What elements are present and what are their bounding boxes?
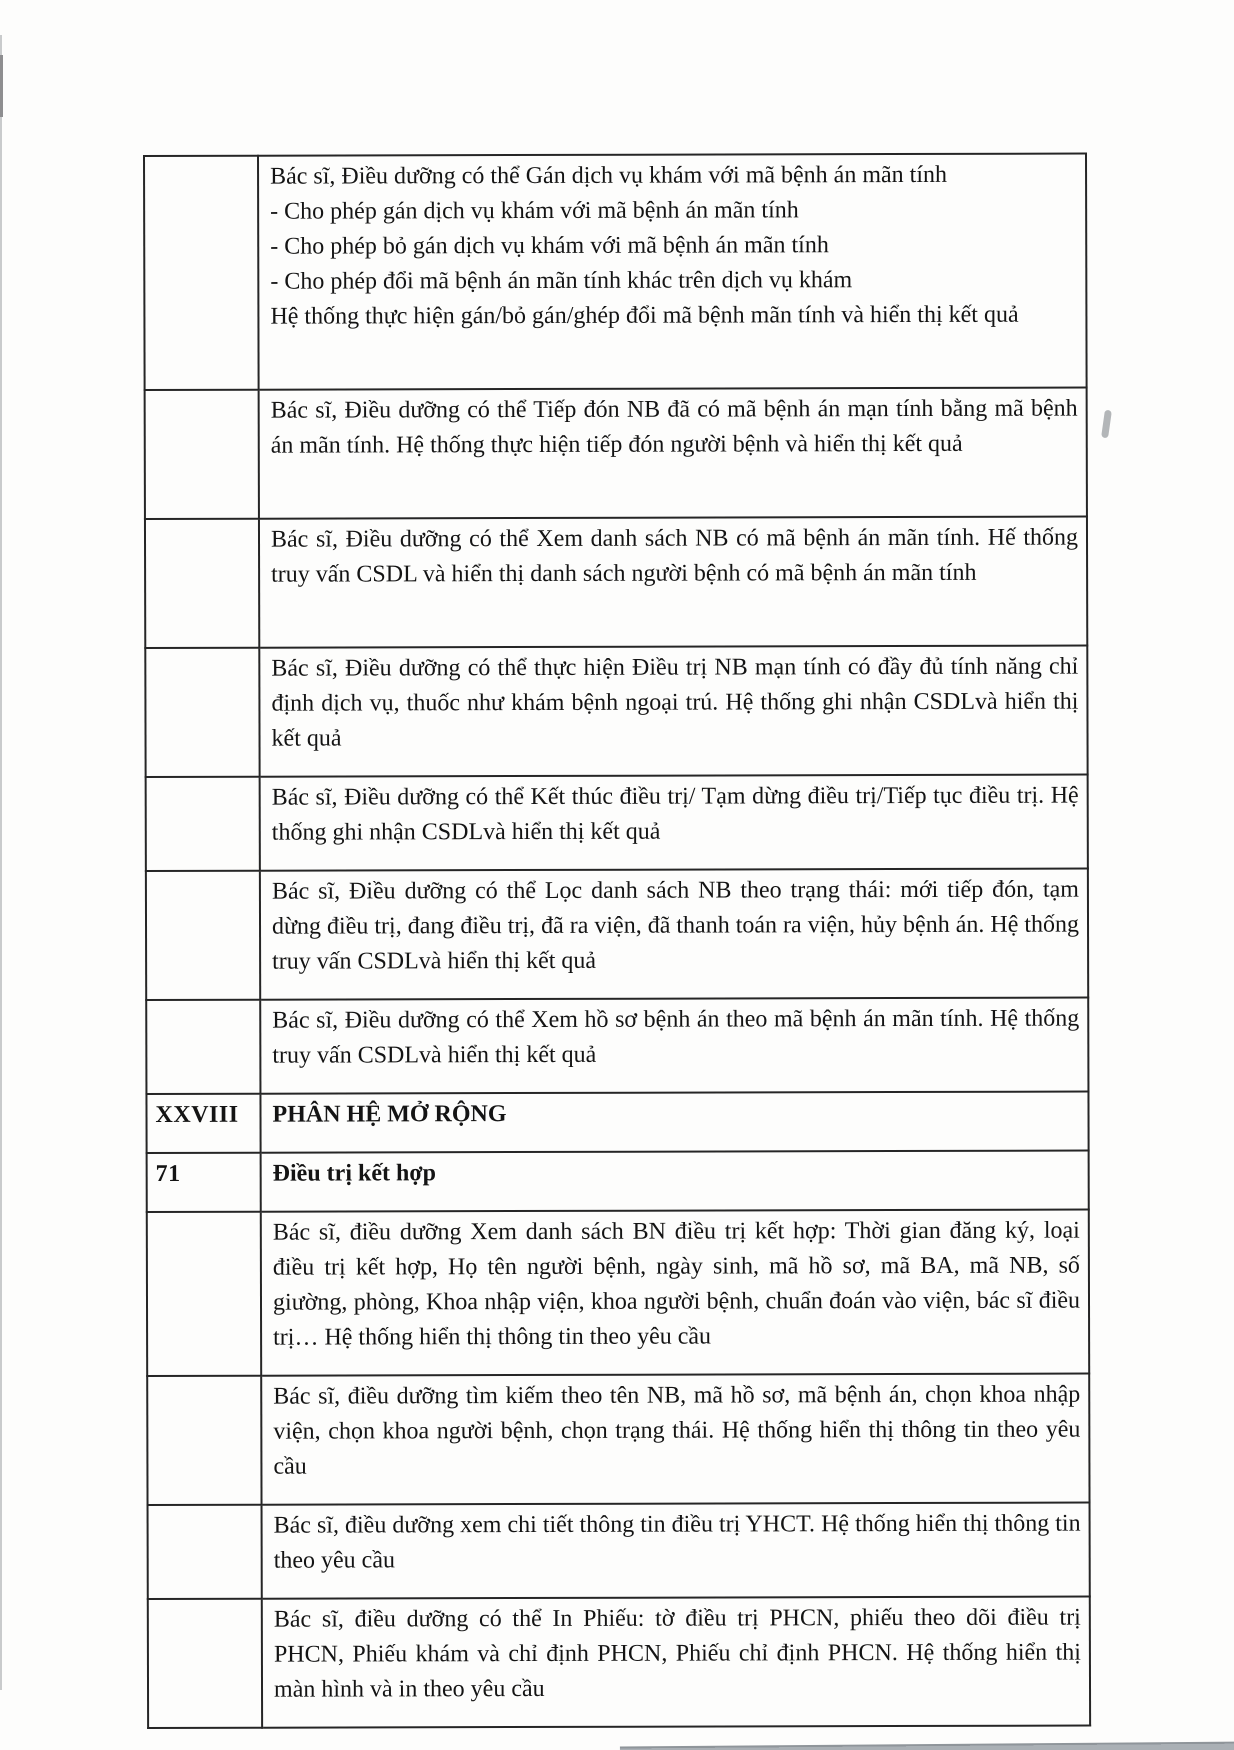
row-id-cell [146,871,260,1000]
table-row [144,154,1087,390]
row-text-cell: Bác sĩ, Điều dưỡng có thể Kết thúc điều trị/ Tạm dừng điều trị/Tiếp tục điều trị. Hệ thống ghi nhận CSDLvà hiển thị kết quả [260,775,1088,871]
table-row-section-header [147,1151,1089,1212]
table-row [147,1374,1089,1505]
row-id-cell [145,519,259,648]
scan-left-edge-line-artifact [0,35,2,1690]
row-id-cell: XXVIII [146,1094,260,1153]
row-text-cell: Bác sĩ, điều dưỡng Xem danh sách BN điều trị kết hợp: Thời gian đăng ký, loại điều trị kết hợp, Họ tên người bệnh, ngày sinh, mã hồ sơ, mã BA, mã NB, số giường, phòng, Khoa nhập viện, khoa người bệnh, chuẩn đoán vào viện, bác sĩ điều trị… Hệ thống hiển thị thông tin theo yêu cầu [261,1210,1089,1376]
row-id-cell [144,156,259,390]
scan-left-edge-dash-artifact [0,55,3,117]
row-text-cell: PHÂN HỆ MỞ RỘNG [260,1092,1088,1153]
scan-bottom-bar-artifact [620,1741,1234,1750]
table-row [146,998,1088,1094]
table-row-section-header [146,1092,1088,1153]
row-text-cell: Bác sĩ, Điều dưỡng có thể thực hiện Điều trị NB mạn tính có đầy đủ tính năng chỉ định dịch vụ, thuốc như khám bệnh ngoại trú. Hệ thống ghi nhận CSDLvà hiển thị kết quả [259,646,1087,777]
ink-smudge-artifact [1101,410,1112,439]
table-row [146,775,1088,871]
row-text-cell: Bác sĩ, Điều dưỡng có thể Tiếp đón NB đã có mã bệnh án mạn tính bằng mã bệnh án mãn tính. Hệ thống thực hiện tiếp đón người bệnh và hiển thị kết quả [259,388,1087,519]
row-id-cell [145,648,259,777]
row-id-cell: 71 [147,1153,261,1212]
table-row [146,869,1088,1000]
table-row [145,388,1087,519]
table-row [145,517,1087,648]
row-id-cell [148,1599,262,1728]
row-id-cell [148,1505,262,1599]
row-id-cell [146,777,260,871]
row-text-cell: Bác sĩ, điều dưỡng tìm kiếm theo tên NB, mã hồ sơ, mã bệnh án, chọn khoa nhập viện, chọn khoa người bệnh, chọn trạng thái. Hệ thống hiển thị thông tin theo yêu cầu [261,1374,1089,1505]
table-row [148,1597,1090,1728]
row-id-cell [147,1376,261,1505]
row-text-cell: Bác sĩ, điều dưỡng có thể In Phiếu: tờ điều trị PHCN, phiếu theo dõi điều trị PHCN, Phiếu khám và chỉ định PHCN, Phiếu chỉ định PHCN. Hệ thống hiển thị màn hình và in theo yêu cầu [262,1597,1090,1728]
table-row [147,1210,1089,1376]
table-row [148,1503,1090,1599]
requirements-table [143,153,1091,1729]
row-text-cell: Bác sĩ, Điều dưỡng có thể Lọc danh sách NB theo trạng thái: mới tiếp đón, tạm dừng điều trị, đang điều trị, đã ra viện, đã thanh toán ra viện, hủy bệnh án. Hệ thống truy vấn CSDLvà hiển thị kết quả [260,869,1088,1000]
row-id-cell [146,1000,260,1094]
row-id-cell [145,390,259,519]
row-text-cell: Bác sĩ, Điều dưỡng có thể Gán dịch vụ khám với mã bệnh án mãn tính - Cho phép gán dịch vụ khám với mã bệnh án mãn tính - Cho phép bỏ gán dịch vụ khám với mã bệnh án mãn tính - Cho phép đổi mã bệnh án mãn tính khác trên dịch vụ khám Hệ thống thực hiện gán/bỏ gán/ghép đổi mã bệnh mãn tính và hiển thị kết quả [258,154,1087,390]
row-text-cell: Bác sĩ, điều dưỡng xem chi tiết thông tin điều trị YHCT. Hệ thống hiển thị thông tin theo yêu cầu [262,1503,1090,1599]
table-row [145,646,1087,777]
row-text-cell: Bác sĩ, Điều dưỡng có thể Xem danh sách NB có mã bệnh án mãn tính. Hế thống truy vấn CSDL và hiển thị danh sách người bệnh có mã bệnh án mãn tính [259,517,1087,648]
row-text-cell: Bác sĩ, Điều dưỡng có thể Xem hồ sơ bệnh án theo mã bệnh án mãn tính. Hệ thống truy vấn CSDLvà hiển thị kết quả [260,998,1088,1094]
row-text-cell: Điều trị kết hợp [261,1151,1089,1212]
row-id-cell [147,1212,261,1376]
